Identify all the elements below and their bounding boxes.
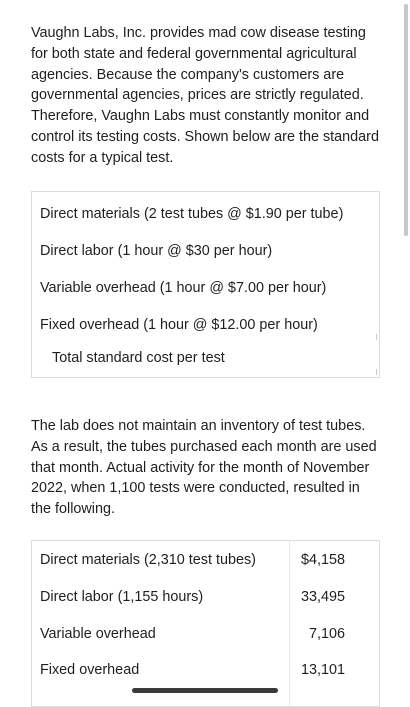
- standard-cost-row-fixed-overhead: Fixed overhead (1 hour @ $12.00 per hour): [40, 317, 318, 333]
- actual-row-label: Direct materials (2,310 test tubes): [40, 552, 256, 568]
- table-scroll-indicator[interactable]: [376, 334, 377, 340]
- actual-row-amount: $4,158: [300, 552, 345, 568]
- page-scrollbar[interactable]: [404, 4, 408, 236]
- actual-row-amount: 7,106: [308, 626, 345, 642]
- table-scroll-indicator[interactable]: [376, 369, 377, 375]
- actual-activity-table: [31, 540, 380, 707]
- actual-row-variable-overhead: [40, 625, 345, 643]
- standard-cost-row-direct-materials: Direct materials (2 test tubes @ $1.90 per tube): [40, 206, 344, 222]
- actual-row-label: Fixed overhead: [40, 662, 140, 678]
- intro-paragraph: Vaughn Labs, Inc. provides mad cow disease testing for both state and federal governmental agricultural agencies. Because the company's customers are governmental agencies, prices are strictly regulated. Therefore, Vaughn Labs must constantly monitor and control its testing costs. Shown below are the standard costs for a typical test.: [31, 25, 379, 166]
- actual-row-amount: 13,101: [300, 662, 345, 678]
- actual-row-direct-labor: [40, 588, 345, 606]
- actual-row-amount: 33,495: [300, 589, 345, 605]
- standard-costs-table: [31, 191, 380, 378]
- standard-cost-row-direct-labor: Direct labor (1 hour @ $30 per hour): [40, 243, 273, 259]
- standard-cost-row-variable-overhead: Variable overhead (1 hour @ $7.00 per hour): [40, 280, 327, 296]
- actual-row-fixed-overhead: [40, 661, 345, 679]
- actual-row-direct-materials: [40, 551, 345, 569]
- home-indicator-bar[interactable]: [132, 688, 278, 693]
- actual-row-label: Direct labor (1,155 hours): [40, 589, 204, 605]
- actual-row-label: Variable overhead: [40, 626, 156, 642]
- activity-paragraph: The lab does not maintain an inventory of test tubes. As a result, the tubes purchased each month are used that month. Actual activity for the month of November 2022, when 1,100 tests were conducted, resulted in the following.: [31, 418, 377, 518]
- standard-cost-total-label: Total standard cost per test: [52, 350, 225, 366]
